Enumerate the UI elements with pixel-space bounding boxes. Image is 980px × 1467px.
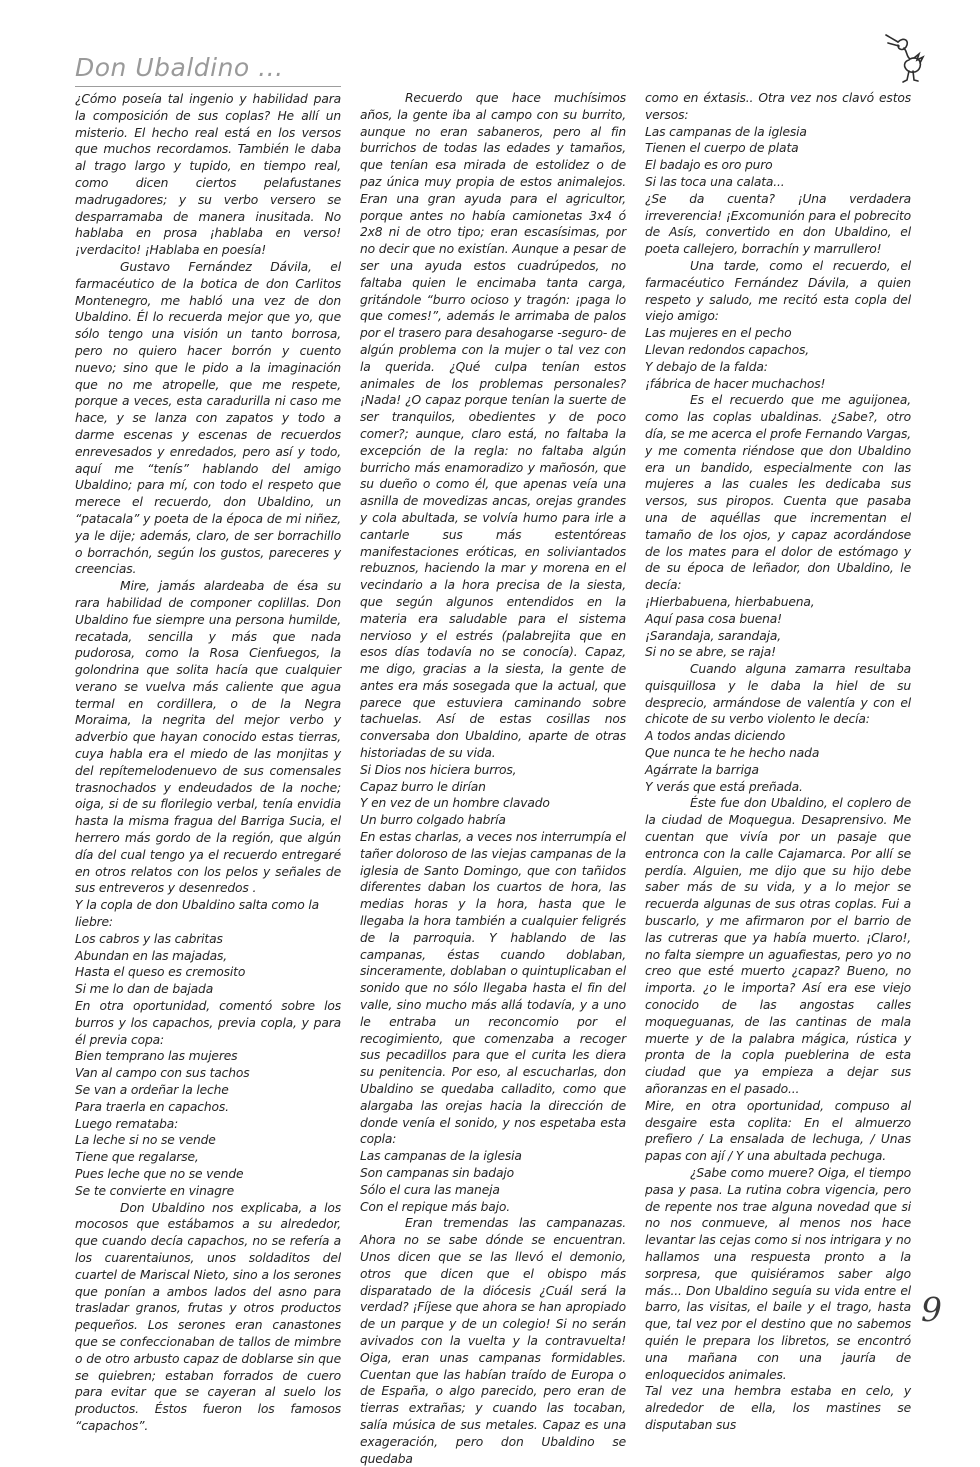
paragraph: Eran tremendas las campanazas. Ahora no se sabe dónde se encuentran. Unos dicen que se las llevó el demonio, otros que dicen que el obispo más disparatado de la diócesis ¿Cuál será la verdad? ¡Fíjese que ahora se han apropiado de un parque y de un colegio! Si no serán avivados con la vuelta y la contravuelta! Oiga, eran unas campanas formidables. Cuentan que las habían traído de Europa o de España, o algo parecido, pero eran de tierras extrañas; y cuando las tocaban, salía música de sus metales. Capaz es una exageración, pero don Ubaldino se quedaba [360,1216,626,1466]
page-number: 9 [921,1290,942,1329]
article-header [75,55,341,87]
column-2-text [360,90,626,1467]
verse-line: Un burro colgado habría [360,813,506,828]
verse-line: Y debajo de la falda: [645,359,768,374]
verse-line: La leche si no se vende [75,1133,216,1148]
column-3-text [645,90,911,1434]
paragraph: Recuerdo que hace muchísimos años, la gente iba al campo con su burrito, aunque no eran sabaneros, pero al fin burrichos de todas las edades y tamaños, que tenían esa mirada de estolidez o de paz única muy propia de estos animalejos. Eran una gran ayuda para el agricultor, porque antes no había camionetas 3x4 ó 2x8 ni de otro tipo; eran escasísimas, por no decir que no existían. Aunque a pesar de ser una ayuda estos cuadrúpedos, no faltaba quien le encimaba tanta carga, gritándole “burro ocioso y tragón: ¡paga lo que comes!”, además le arrimaba de palos por el trasero para desahogarse -seguro- de algún problema con la mujer o tal vez con la querida. ¿Qué culpa tenían estos animales de los problemas personales? ¡Nada! ¿O capaz porque tenían la suerte de ser tranquilos, obedientes y de poco comer?; aunque, claro está, no faltaba la excepción de la regla: no faltaba algún burricho más enamoradizo y mañosón, que su dueño o como él, que apenas veía una asnilla de movedizas ancas, orejas grandes y cola abultada, se volvía humo para irle a cantarle sus más estentóreas manifestaciones eróticas, en soliviantados rebuznos, haciendo la mar y morena en el vecindario a la hora precisa de la siesta, que según algunos entendidos en la materia era saludable para el sistema nervioso y el estrés (palabrejita que en esos días todavía no se conocía). Capaz, me digo, gracias a la siesta, la gente de antes era más sosegada que la actual, que parece que estuviera caminando sobre tachuelas. Así de estas cosillas nos conversaba don Ubaldino, aparte de otras historiadas de su vida. [360,91,626,761]
verse-line: Bien temprano las mujeres [75,1049,238,1064]
verse-line: Las campanas de la iglesia [645,124,807,139]
verse-line: Van al campo con sus tachos [75,1066,250,1081]
verse-line: Y la copla de don Ubaldino salta como la liebre: [75,898,320,930]
paragraph: Mire, en otra oportunidad, compuso al desgaire esta coplita: En el almuerzo prefiero / La ensalada de lechuga, / Unas papas con ají / Y una abultada pechuga. [645,1098,911,1164]
verse-line: Aquí pasa cosa buena! [645,611,782,626]
verse-line: Con el repique más bajo. [360,1199,511,1214]
column-1 [75,55,341,1467]
verse-line: Abundan en las majadas, [75,948,228,963]
verse-line: ¡fábrica de hacer muchachos! [645,376,826,391]
verse-line: Pues leche que no se vende [75,1167,244,1181]
verse-line: Las campanas de la iglesia [360,1149,522,1164]
verse-line: El badajo es oro puro [645,158,773,173]
verse-line: Tiene que regalarse, [75,1150,199,1165]
verse-line: Las mujeres en el pecho [645,326,792,341]
verse-line: Luego remataba: [75,1116,179,1131]
paragraph: Mire, jamás alardeaba de ésa su rara habilidad de componer coplillas. Don Ubaldino fue siempre una persona humilde, recatada, sencilla y más que nada pudorosa, como la Rosa Cienfuegos, la golondrina que solita hacía que cualquier verano se vuelva más caliente que agua termal en cordillera, o de la Negra Moraima, la negrita del mejor verbo y adverbio que hayan conocido estas tierras, cuya habla era el miedo de las monjitas y del repítemelodenuevo de sus comensales trasnochados y endeudados de la noche; oiga, si de su florilegio verbal, tenía envidia hasta la misma fragua del Barriga Sucia, el herrero más gordo de la región, que algún día del cual tengo ya el recuerdo entregaré en otros relatos con los pelos y señales de sus entreveros y desenredos . [75,579,341,896]
paragraph: Don Ubaldino nos explicaba, a los mocosos que estábamos a su alrededor, que cuando decía capachos, no se refería a los cuarentaiunos, unos soldaditos del cuartel de Mariscal Nieto, sino a los serones que ponían a ambos lados del asno para trasladar granos, frutas y otros productos pequeños. Los serones eran canastones que se confeccionaban de tallos de mimbre o de otro arbusto capaz de doblarse sin que se quiebren; estaban forrados de cuero para evitar que se cayeran al suelo los productos. Éstos fueron los famosos “capachos”. [75,1200,341,1433]
verse-line: Capaz burro le dirían [360,779,486,794]
verse-line: Y en vez de un hombre clavado [360,796,550,811]
column-2 [360,55,626,1467]
paragraph: Éste fue don Ubaldino, el coplero de la ciudad de Moquegua. Desaprensivo. Me cuentan que vivía por un pasaje que entronca con la calle Cajamarca. Por allí se perdía. Alguien, me dijo que su hijo debe saber más de su vida, y a lo mejor se recuerda algunas de sus otras coplas. Fui a buscarlo, y me afirmaron por el barrio de las cutreras que ya había muerto. ¡Claro!, no falta siempre un aguafiestas, pero yo no creo que esté muerto ¿capaz? Bueno, no importa. ¿o le importa? Así era ese viejo conocido de las angostas calles moqueguanas, de las cantinas de mala muerte y de la palabra mágica, rústica y pronta de la copla pueblerina de esta ciudad que ya empieza a dejar sus añoranzas en el pasado... [645,796,911,1097]
verse-line: Se te convierte en vinagre [75,1183,235,1198]
verse-line: ¡Hierbabuena, hierbabuena, [645,594,815,609]
paragraph: Gustavo Fernández Dávila, el farmacéutico de la botica de don Carlitos Montenegro, me habló una vez de don Ubaldino. Él lo recuerda mejor que yo, que sólo tengo una visión un tanto borrosa, pero no quiero hacer borrón y cuento nuevo; sino que le pido a la imaginación que no me atropelle, que me respete, porque a veces, esta caradurilla ni caso me hace, y se lanza con zapatos y todo a darme escenas y escenas de recuerdos enrevesados y enredados, pero así y todo, aquí me “tenís” hablando del amigo Ubaldino; para mí, con todo el respeto que merece el recuerdo, don Ubaldino, un “patacala” y poeta de la época de mi niñez, ya le dije; además, claro, de ser borrachillo o borrachón, según los gustos, pareceres y creencias. [75,259,341,577]
verse-line: Hasta el queso es cremosito [75,965,246,980]
verse-line: Si me lo dan de bajada [75,982,214,997]
verse-line: Para traerla en capachos. [75,1099,229,1114]
paragraph: Tal vez una hembra estaba en celo, y alrededor de ella, los mastines se disputaban sus [645,1384,911,1432]
verse-line: Llevan redondos capachos, [645,342,810,357]
paragraph: como en éxtasis.. Otra vez nos clavó estos versos: [645,91,911,122]
verse-line: A todos andas diciendo [645,729,786,744]
column-1-text [75,91,341,1435]
page-title: Don Ubaldino ... [75,53,284,82]
paragraph: ¿Sabe como muere? Oiga, el tiempo pasa y pasa. La rutina cobra vigencia, pero de repente nos trae alguna novedad que si no nos conmueve, al menos nos hace levantar las cejas como si nos intrigara y no hallamos una respuesta pronto a la sorpresa, que quisiéramos saber algo más... Don Ubaldino seguía su vida entre el barro, las visitas, el baile y el trago, hasta que, tal vez por el destino que no sabemos quién le prepara los libretos, se encontró una mañana con una jauría de enloquecidos animales. [645,1166,911,1382]
verse-line: Si Dios nos hiciera burros, [360,762,517,777]
paragraph: ¿Se da cuenta? ¡Una verdadera irreverencia! ¡Excomunión para el pobrecito de Asís, convertido en don Ubaldino, el poeta callejero, borrachín y marrullero! [645,191,911,257]
verse-line: Sólo el cura las maneja [360,1182,500,1197]
verse-line: Agárrate la barriga [645,762,759,777]
paragraph: Una tarde, como el recuerdo, el farmacéutico Fernández Dávila, a quien respeto y saludo, me recitó esta copla del viejo amigo: [645,258,911,324]
column-3 [645,55,911,1467]
verse-line: Se van a ordeñar la leche [75,1083,229,1098]
verse-line: Y verás que está preñada. [645,779,803,794]
paragraph: En otra oportunidad, comentó sobre los burros y los capachos, previa copla, y para él previa copa: [75,999,341,1047]
verse-line: Que nunca te he hecho nada [645,746,820,761]
verse-line: Son campanas sin badajo [360,1166,514,1180]
paragraph: Cuando alguna zamarra resultaba quisquillosa y le daba la hiel de su desprecio, armándose de valentía y con el chicote de su verbo violento le decía: [645,662,911,727]
paragraph: En estas charlas, a veces nos interrumpía el tañer doloroso de las viejas campanas de la iglesia de Santo Domingo, que con tañidos diferentes daban los cuartos de hora, las medias horas y la hora, hasta que le llegaba la hora también a cualquier feligrés de la parroquia. Y hablando de las campanas, éstas cuando doblaban, sinceramente, doblaban o quintuplicaban el sonido que no sólo llegaba hasta el fin del valle, sino mucho más allá todavía, y a uno le entraba un reconcomio por el recogimiento, que comenzaba a recoger sus pecadillos para que el curita les diera su penitencia. Por eso, al escucharlas, don Ubaldino se quedaba calladito, como que alargaba las orejas hacia la dirección de donde venía el sonido, y nos espetaba esta copla: [360,830,626,1147]
verse-line: ¡Sarandaja, sarandaja, [645,628,781,643]
verse-line: Tienen el cuerpo de plata [645,141,799,156]
paragraph: Es el recuerdo que me aguijonea, como las coplas ubaldinas. ¿Sabe?, otro día, se me acerca el profe Fernando Vargas, y me comenta riéndose que don Ubaldino era un bandido, especialmente con las mujeres a las cuales les dedicaba sus versos, sus piropos. Cuenta que pasaba una de aquéllas que incrementan el tamaño de los ojos, y capaz acordándose de los mates para el dolor de estómago y de su época de leñador, don Ubaldino, le decía: [645,393,911,593]
verse-line: Si no se abre, se raja! [645,645,776,660]
verse-line: Los cabros y las cabritas [75,931,223,946]
paragraph: ¿Cómo poseía tal ingenio y habilidad para la composición de sus coplas? He allí un misterio. El hecho real está en los versos que muchos recordamos. También le daba al trago largo y tupido, en tiempo real, como dicen ciertos pelafustanes madrugadores; y su verbo versero se desparramaba de manera inusitada. No hablaba en prosa ¡hablaba en verso! ¡verdacito! ¡Hablaba en poesía! [75,92,341,258]
article-columns [75,55,913,1467]
verse-line: Si las toca una calata... [645,174,785,189]
